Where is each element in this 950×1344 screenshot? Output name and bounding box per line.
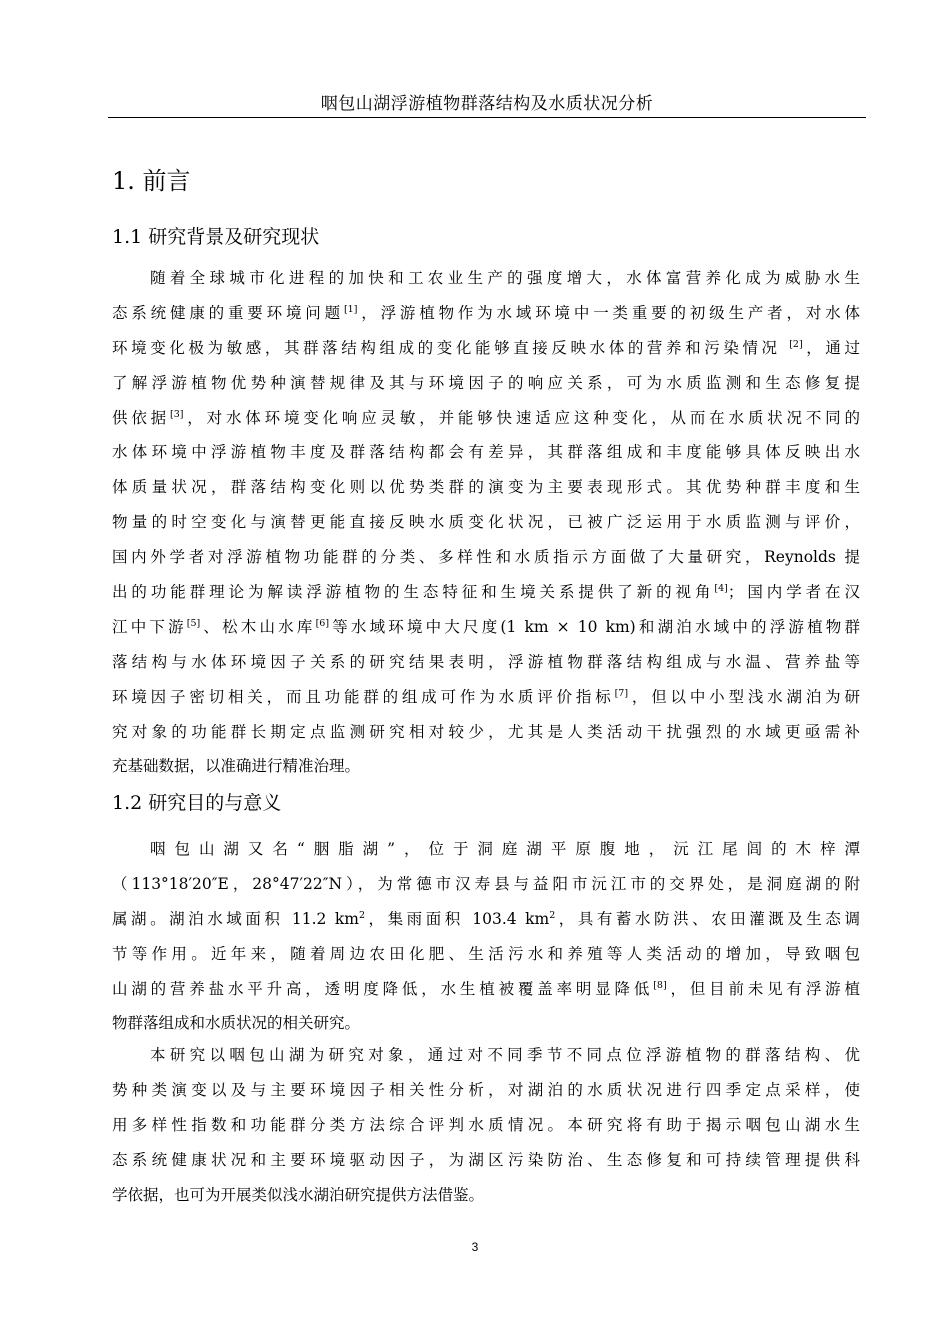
text-line xyxy=(112,505,860,540)
text-segment: 了解浮游植物优势种演替规律及其与环境因子的响应关系，可为水质监测和生态修复提 xyxy=(112,373,860,392)
citation-superscript: [1] xyxy=(343,303,358,315)
text-segment: 环境变化极为敏感，其群落结构组成的变化能够直接反映水体的营养和污染情况 xyxy=(112,338,790,357)
text-segment: 学依据，也可为开展类似浅水湖泊研究提供方法借鉴。 xyxy=(112,1185,485,1204)
text-segment: 究对象的功能群长期定点监测研究相对较少，尤其是人类活动干扰强烈的水域更亟需补 xyxy=(112,722,860,741)
text-segment: ，浮游植物作为水域环境中一类重要的初级生产者，对水体 xyxy=(357,303,860,322)
citation-superscript: [8] xyxy=(653,979,667,991)
text-segment: 体质量状况，群落结构变化则以优势类群的演变为主要表现形式。其优势种群丰度和生 xyxy=(112,478,860,497)
text-segment: ，但目前未见有浮游植 xyxy=(666,979,860,998)
text-segment: 山湖的营养盐水平升高，透明度降低，水生植被覆盖率明显降低 xyxy=(112,979,654,998)
text-line xyxy=(112,331,860,366)
citation-superscript: [5] xyxy=(186,617,201,629)
text-segment: 供依据 xyxy=(112,408,170,427)
text-segment: ，通过 xyxy=(802,338,860,357)
section-heading-1: 1. 前言 xyxy=(112,167,191,195)
text-segment: 态系统健康的重要环境问题 xyxy=(112,303,344,322)
citation-superscript: [2] xyxy=(789,338,803,350)
text-line xyxy=(112,867,860,902)
text-segment: 环境因子密切相关，而且功能群的组成可作为水质评价指标 xyxy=(112,687,615,706)
text-segment: 等水域环境中大尺度(1 km × 10 km)和湖泊水域中的浮游植物群 xyxy=(329,617,860,636)
citation-superscript: [6] xyxy=(315,617,330,629)
running-header: 咽包山湖浮游植物群落结构及水质状况分析 xyxy=(320,94,654,114)
citation-superscript: [7] xyxy=(614,687,629,699)
page-number: 3 xyxy=(471,1240,479,1254)
text-line xyxy=(112,575,860,610)
text-segment: 、松木山水库 xyxy=(200,617,316,636)
text-line xyxy=(112,261,860,296)
text-segment: 落结构与水体环境因子关系的研究结果表明，浮游植物群落结构组成与水温、营养盐等 xyxy=(112,652,860,671)
text-segment: （113°18′20″E，28°47′22″N），为常德市汉寿县与益阳市沅江市的交界处，是洞庭湖的附 xyxy=(112,874,860,893)
text-line xyxy=(112,645,860,680)
text-segment: 充基础数据，以准确进行精准治理。 xyxy=(112,757,361,776)
text-segment: 咽包山湖又名“胭脂湖”，位于洞庭湖平原腹地，沅江尾闾的木梓潭 xyxy=(150,840,860,858)
text-line xyxy=(112,680,860,715)
text-line xyxy=(112,435,860,470)
text-segment: ，具有蓄水防洪、农田灌溉及生态调 xyxy=(555,909,860,928)
text-line xyxy=(112,366,860,401)
text-line xyxy=(112,1108,860,1143)
text-line xyxy=(112,470,860,505)
text-segment: 态系统健康状况和主要环境驱动因子，为湖区污染防治、生态修复和可持续管理提供科 xyxy=(112,1150,860,1169)
text-line xyxy=(112,902,860,937)
text-segment: 用多样性指数和功能群分类方法综合评判水质情况。本研究将有助于揭示咽包山湖水生 xyxy=(112,1115,860,1134)
text-segment: 节等作用。近年来，随着周边农田化肥、生活污水和养殖等人类活动的增加，导致咽包 xyxy=(112,944,860,963)
text-line xyxy=(112,1143,860,1178)
text-segment: ，集雨面积 103.4 km xyxy=(365,909,550,928)
text-segment: 出的功能群理论为解读浮游植物的生态特征和生境关系提供了新的视角 xyxy=(112,583,715,602)
text-segment: ；国内学者在汉 xyxy=(727,583,860,602)
text-segment: 势种类演变以及与主要环境因子相关性分析，对湖泊的水质状况进行四季定点采样，使 xyxy=(112,1080,860,1099)
text-segment: 水体环境中浮游植物丰度及群落结构都会有差异，其群落组成和丰度能够具体反映出水 xyxy=(112,443,860,462)
text-segment: 江中下游 xyxy=(112,617,187,636)
text-line xyxy=(112,401,860,436)
text-line xyxy=(112,1073,860,1108)
text-segment: ，对水体环境变化响应灵敏，并能够快速适应这种变化，从而在水质状况不同的 xyxy=(183,408,860,427)
citation-superscript: 2 xyxy=(358,909,366,921)
text-segment: 物量的时空变化与演替更能直接反映水质变化状况，已被广泛运用于水质监测与评价， xyxy=(112,513,860,532)
citation-superscript: [4] xyxy=(714,583,728,595)
text-line xyxy=(112,540,860,575)
citation-superscript: [3] xyxy=(170,408,184,420)
text-segment: 国内外学者对浮游植物功能群的分类、多样性和水质指示方面做了大量研究，Reynolds 提 xyxy=(112,548,860,567)
text-line xyxy=(112,749,860,784)
paragraph-study-aim xyxy=(112,1038,860,1212)
paragraph-lake-description xyxy=(112,832,860,1041)
text-segment: 物群落组成和水质状况的相关研究。 xyxy=(112,1014,361,1033)
text-line xyxy=(112,937,860,972)
text-segment: 随着全球城市化进程的加快和工农业生产的强度增大，水体富营养化成为威胁水生 xyxy=(150,269,860,287)
text-line xyxy=(112,972,860,1007)
text-line xyxy=(112,715,860,750)
text-line xyxy=(112,1006,860,1041)
text-line xyxy=(112,296,860,331)
section-heading-1-1: 1.1 研究背景及研究现状 xyxy=(112,226,320,248)
paragraph-background xyxy=(112,261,860,784)
text-line xyxy=(112,832,860,867)
citation-superscript: 2 xyxy=(549,909,556,921)
text-segment: 属湖。湖泊水域面积 11.2 km xyxy=(112,909,359,928)
section-heading-1-2: 1.2 研究目的与意义 xyxy=(112,792,282,814)
text-segment: 本研究以咽包山湖为研究对象，通过对不同季节不同点位浮游植物的群落结构、优 xyxy=(150,1046,860,1064)
text-line xyxy=(112,1038,860,1073)
header-rule xyxy=(108,117,866,118)
text-segment: ，但以中小型浅水湖泊为研 xyxy=(628,687,860,706)
text-line xyxy=(112,1178,860,1213)
text-line xyxy=(112,610,860,645)
